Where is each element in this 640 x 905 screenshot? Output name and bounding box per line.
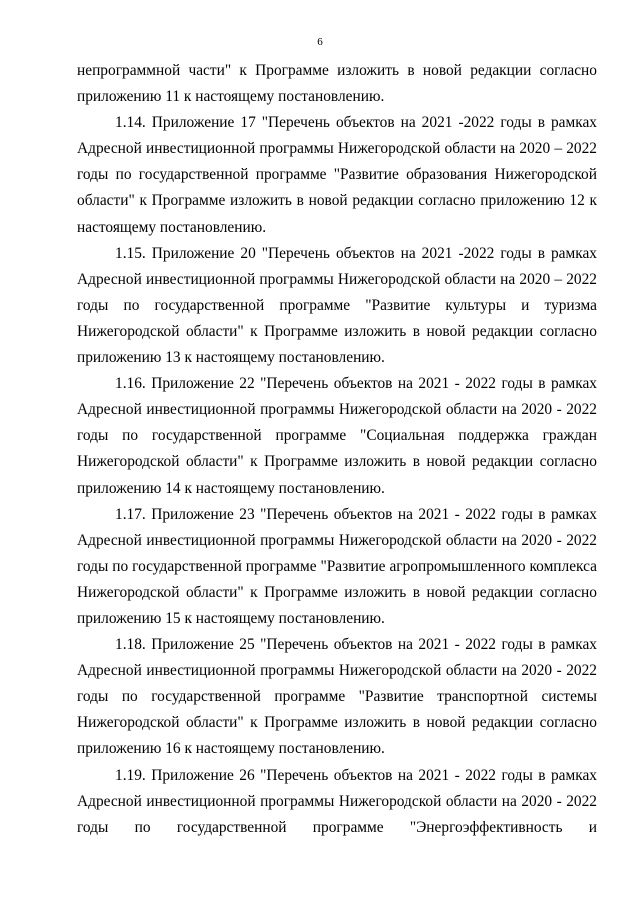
document-body [77,58,597,841]
paragraph-1-14: 1.14. Приложение 17 "Перечень объектов на 2021 -2022 годы в рамках Адресной инвестиционной программы Нижегородской области на 2020 – 2022 годы по государственной программе "Развитие образования Нижегородской области" к Программе изложить в новой редакции согласно приложению 12 к настоящему постановлению. [77,114,597,236]
paragraph-1-15: 1.15. Приложение 20 "Перечень объектов на 2021 -2022 годы в рамках Адресной инвестиционной программы Нижегородской области на 2020 – 2022 годы по государственной программе "Развитие культуры и туризма Нижегородской области" к Программе изложить в новой редакции согласно приложению 13 к настоящему постановлению. [77,244,597,367]
paragraph-1-17: 1.17. Приложение 23 "Перечень объектов на 2021 - 2022 годы в рамках Адресной инвестиционной программы Нижегородской области на 2020 - 2022 годы по государственной программе "Развитие агропромышленного комплекса Нижегородской области" к Программе изложить в новой редакции согласно приложению 15 к настоящему постановлению. [77,505,597,627]
paragraph-1-18: 1.18. Приложение 25 "Перечень объектов на 2021 - 2022 годы в рамках Адресной инвестиционной программы Нижегородской области на 2020 - 2022 годы по государственной программе "Развитие транспортной системы Нижегородской области" к Программе изложить в новой редакции согласно приложению 16 к настоящему постановлению. [77,636,597,758]
paragraph-1-19: 1.19. Приложение 26 "Перечень объектов на 2021 - 2022 годы в рамках Адресной инвестиционной программы Нижегородской области на 2020 - 2022 годы по государственной программе "Энергоэффективность и [77,766,597,836]
paragraph-continuation: непрограммной части" к Программе изложить в новой редакции согласно приложению 11 к настоящему постановлению. [77,62,597,106]
paragraph-1-16: 1.16. Приложение 22 "Перечень объектов на 2021 - 2022 годы в рамках Адресной инвестиционной программы Нижегородской области на 2020 - 2022 годы по государственной программе "Социальная поддержка граждан Нижегородской области" к Программе изложить в новой редакции согласно приложению 14 к настоящему постановлению. [77,375,597,497]
page-number: 6 [317,36,323,48]
